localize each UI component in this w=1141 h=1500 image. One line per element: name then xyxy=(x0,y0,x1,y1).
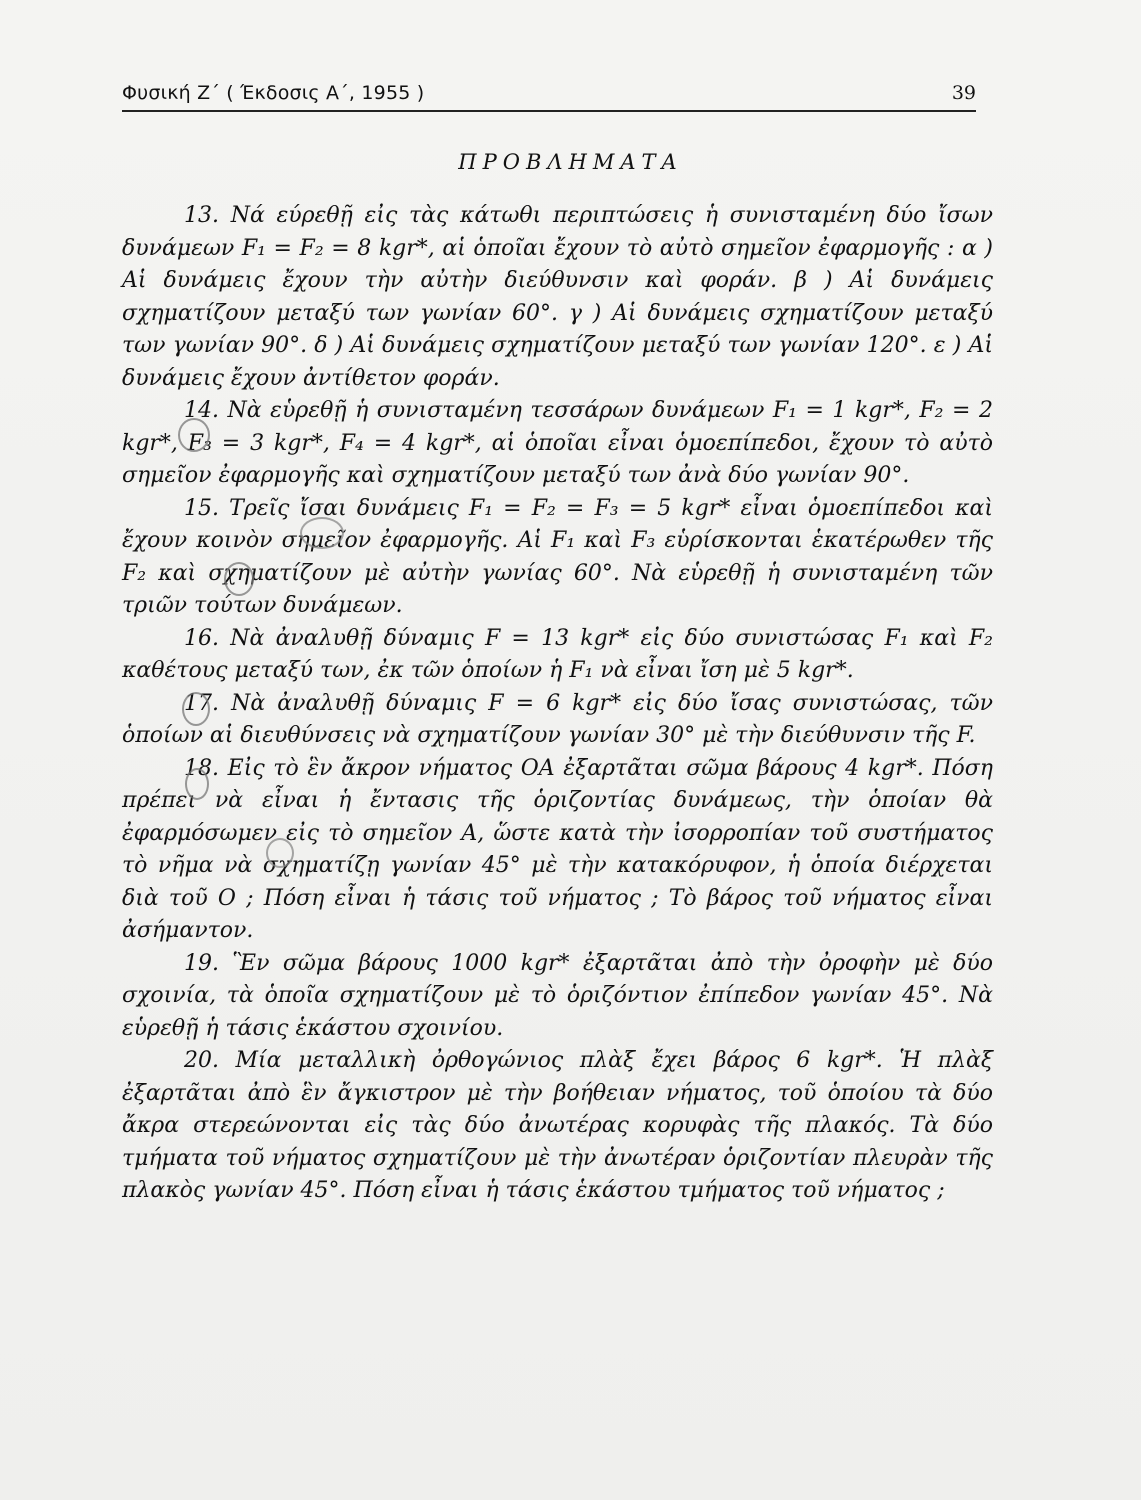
problem-number: 17. xyxy=(184,690,219,716)
problem-number: 15. xyxy=(184,495,219,521)
problem-16 xyxy=(122,623,993,688)
problem-number: 13. xyxy=(184,203,219,228)
problem-text: Νὰ ἀναλυθῇ δύναμις F = 13 kgr* εἰς δύο συνιστώσας F₁ καὶ F₂ καθέτους μεταξύ των, ἐκ τῶν ὁποίων ἡ F₁ νὰ εἶναι ἴση μὲ 5 kgr*. xyxy=(122,625,993,683)
problem-17 xyxy=(122,688,993,753)
problem-13 xyxy=(122,200,993,395)
problem-number: 18. xyxy=(184,755,219,781)
problem-number: 16. xyxy=(184,625,219,651)
problem-text: Νά εύρεθῇ εἰς τὰς κάτωθι περιπτώσεις ἡ συνισταμένη δύο ἴσων δυνάμεων F₁ = F₂ = 8 kgr*, αἱ ὁποῖαι ἔχουν τὸ αὐτὸ σημεῖον ἐφαρμογῆς : α ) Αἱ δυνάμεις ἔχουν τὴν αὐτὴν διεύθυνσιν καὶ φοράν. β ) Αἱ δυνάμεις σχηματίζουν μεταξύ των γωνίαν 60°. γ ) Αἱ δυνάμεις σχηματίζουν μεταξύ των γωνίαν 90°. δ ) Αἱ δυνάμεις σχηματίζουν μεταξύ των γωνίαν 120°. ε ) Αἱ δυνάμεις ἔχουν ἀντίθετον φοράν. xyxy=(122,203,993,391)
problem-14 xyxy=(122,395,993,493)
problem-20 xyxy=(122,1045,993,1208)
problem-18 xyxy=(122,753,993,948)
problem-15 xyxy=(122,493,993,623)
problem-text: Νὰ ἀναλυθῇ δύναμις F = 6 kgr* εἰς δύο ἴσας συνιστώσας, τῶν ὁποίων αἱ διευθύνσεις νὰ σχηματίζουν γωνίαν 30° μὲ τὴν διεύθυνσιν τῆς F. xyxy=(122,690,993,748)
problem-number: 14. xyxy=(184,398,219,423)
problem-number: 19. xyxy=(184,950,219,976)
problem-19 xyxy=(122,948,993,1046)
problem-text: Μία μεταλλικὴ ὀρθογώνιος πλὰξ ἔχει βάρος 6 kgr*. Ἡ πλὰξ ἐξαρτᾶται ἀπὸ ἓν ἄγκιστρον μὲ τὴν βοήθειαν νήματος, τοῦ ὁποίου τὰ δύο ἄκρα στερεώνονται εἰς τὰς δύο ἀνωτέρας κορυφὰς τῆς πλακός. Τὰ δύο τμήματα τοῦ νήματος σχηματίζουν μὲ τὴν ἀνωτέραν ὁριζοντίαν πλευρὰν τῆς πλακὸς γωνίαν 45°. Πόση εἶναι ἡ τάσις ἑκάστου τμήματος τοῦ νήματος ; xyxy=(122,1048,993,1203)
problem-text: Ἓν σῶμα βάρους 1000 kgr* ἐξαρτᾶται ἀπὸ τὴν ὀροφὴν μὲ δύο σχοινία, τὰ ὁποῖα σχηματίζουν μὲ τὸ ὁριζόντιον ἐπίπεδον γωνίαν 45°. Νὰ εὑρεθῇ ἡ τάσις ἑκάστου σχοινίου. xyxy=(122,950,993,1041)
problem-number: 20. xyxy=(184,1048,219,1073)
section-title: ΠΡΟΒΛΗΜΑΤΑ xyxy=(458,150,683,174)
problem-text: Τρεῖς ἴσαι δυνάμεις F₁ = F₂ = F₃ = 5 kgr* εἶναι ὁμοεπίπεδοι καὶ ἔχουν κοινὸν σημεῖον ἐφαρμογῆς. Αἱ F₁ καὶ F₃ εὑρίσκονται ἑκατέρωθεν τῆς F₂ καὶ σχηματίζουν μὲ αὐτὴν γωνίας 60°. Νὰ εὑρεθῇ ἡ συνισταμένη τῶν τριῶν τούτων δυνάμεων. xyxy=(122,495,993,618)
header-title: Φυσική Ζ΄ ( Έκδοσις Α΄, 1955 ) xyxy=(122,82,425,104)
page-number: 39 xyxy=(951,82,976,104)
problem-text: Εἰς τὸ ἓν ἄκρον νήματος ΟΑ ἐξαρτᾶται σῶμα βάρους 4 kgr*. Πόση πρέπει νὰ εἶναι ἡ ἔντασις τῆς ὁριζοντίας δυνάμεως, τὴν ὁποίαν θὰ ἐφαρμόσωμεν εἰς τὸ σημεῖον Α, ὥστε κατὰ τὴν ἰσορροπίαν τοῦ συστήματος τὸ νῆμα νὰ σχηματίζῃ γωνίαν 45° μὲ τὴν κατακόρυφον, ἡ ὁποία διέρχεται διὰ τοῦ Ο ; Πόση εἶναι ἡ τάσις τοῦ νήματος ; Τὸ βάρος τοῦ νήματος εἶναι ἀσήμαντον. xyxy=(122,755,993,943)
problem-text: Νὰ εὑρεθῇ ἡ συνισταμένη τεσσάρων δυνάμεων F₁ = 1 kgr*, F₂ = 2 kgr*, F₃ = 3 kgr*, F₄ = 4 kgr*, αἱ ὁποῖαι εἶναι ὁμοεπίπεδοι, ἔχουν τὸ αὐτὸ σημεῖον ἐφαρμογῆς καὶ σχηματίζουν μεταξύ των ἀνὰ δύο γωνίαν 90°. xyxy=(122,398,994,488)
problems-list xyxy=(122,200,993,1208)
page-header xyxy=(122,82,976,112)
